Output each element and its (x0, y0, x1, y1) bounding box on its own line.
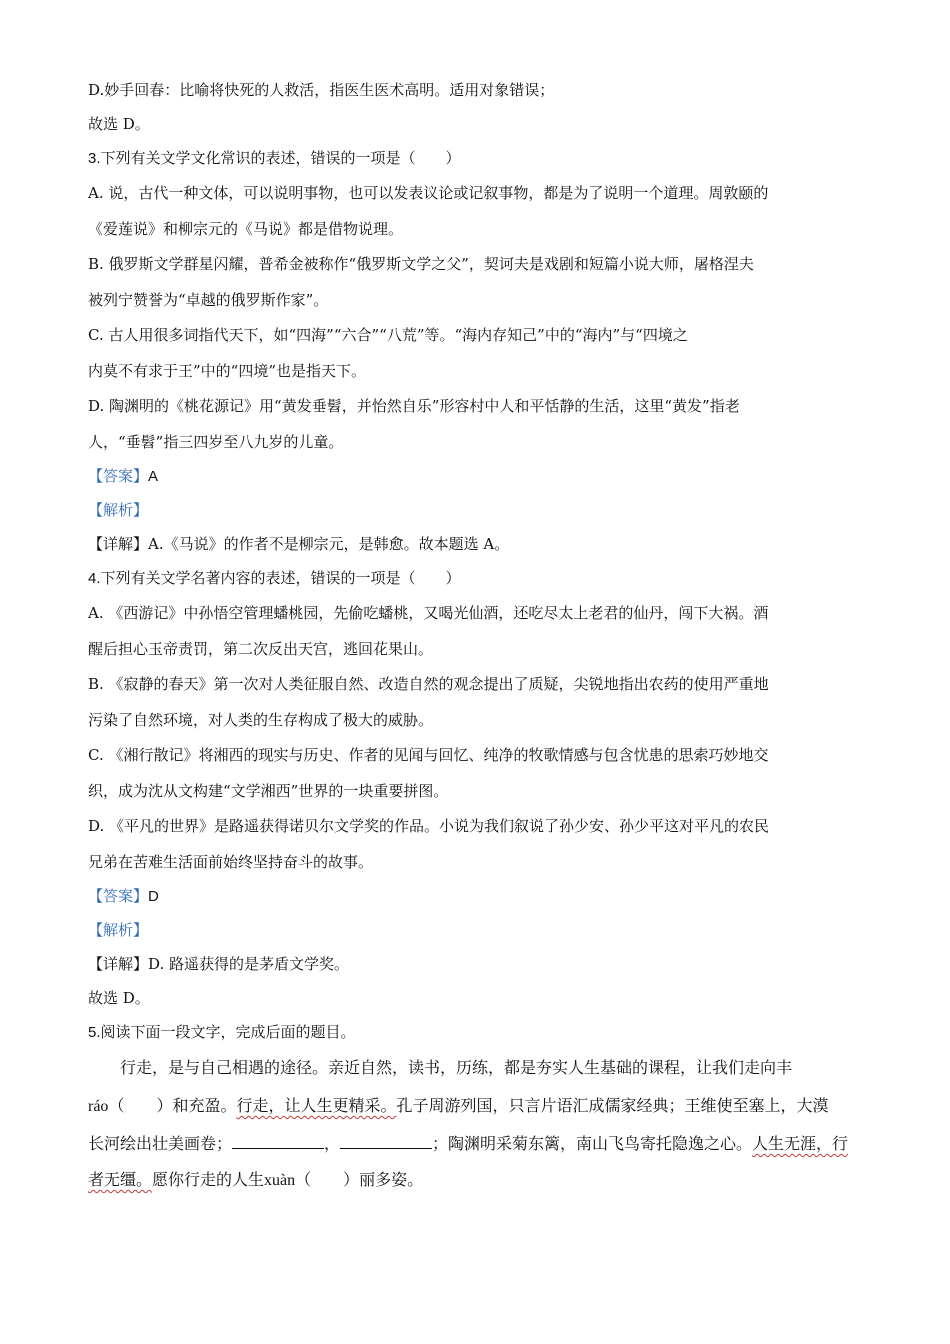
q4-analysis-tag: 【解析】 (88, 921, 149, 939)
q3-answer (88, 466, 158, 487)
q2-conclusion: 故选 D。 (88, 115, 150, 133)
q3-detail (88, 534, 509, 554)
passage-line-4 (88, 1169, 423, 1192)
pinyin-rao: ráo (88, 1098, 109, 1115)
passage-text: 和充盈。 (172, 1096, 237, 1115)
pinyin-xuan: xuàn (264, 1172, 296, 1189)
passage-line-1: 行走，是与自己相遇的途径。亲近自然，读书，历练，都是夯实人生基础的课程，让我们走向丰 (120, 1058, 793, 1077)
q4-conclusion: 故选 D。 (88, 989, 150, 1007)
q3-option-d-line1: D. 陶渊明的《桃花源记》用“黄发垂髫，并怡然自乐”形容村中人和平恬静的生活，这里“黄发”指老 (88, 397, 740, 415)
passage-line-2 (88, 1095, 829, 1118)
q4-option-c-line2: 织，成为沈从文构建“文学湘西”世界的一块重要拼图。 (88, 782, 449, 800)
detail-text: D. 路遥获得的是茅盾文学奖。 (148, 955, 350, 973)
q3-option-b-line2: 被列宁赞誉为“卓越的俄罗斯作家”。 (88, 291, 329, 309)
q3-option-a-line1: A. 说，古代一种文体，可以说明事物，也可以发表议论或记叙事物，都是为了说明一个道理。周敦颐的 (88, 184, 769, 202)
q3-option-c-line1: C. 古人用很多词指代天下，如“四海”“六合”“八荒”等。“海内存知己”中的“海内”与“四境之 (88, 326, 688, 344)
passage-text: 孔子周游列国，只言片语汇成儒家经典；王维使至塞上，大漠 (396, 1096, 829, 1115)
q3-option-b-line1: B. 俄罗斯文学群星闪耀，普希金被称作“俄罗斯文学之父”，契诃夫是戏剧和短篇小说大师，屠格涅夫 (88, 255, 754, 273)
q4-detail (88, 954, 349, 974)
pinyin-blank-xuan[interactable]: （ ） (295, 1170, 360, 1189)
passage-comma: ， (324, 1134, 341, 1153)
detail-tag: 【详解】 (88, 535, 149, 553)
fill-blank-1[interactable] (232, 1132, 324, 1149)
pinyin-blank-rao[interactable]: （ ） (108, 1096, 173, 1115)
passage-text: 愿你行走的人生 (152, 1170, 265, 1189)
q4-stem (88, 568, 461, 589)
fill-blank-2[interactable] (340, 1132, 432, 1149)
passage-line-3 (88, 1132, 848, 1155)
q3-analysis-tag: 【解析】 (88, 501, 149, 519)
q5-stem (88, 1022, 356, 1043)
answer-value: D (148, 888, 159, 905)
q4-option-d-line2: 兄弟在苦难生活面前始终坚持奋斗的故事。 (88, 853, 374, 871)
passage-text: 长河绘出壮美画卷； (88, 1134, 233, 1153)
q3-stem-text: 下列有关文学文化常识的表述，错误的一项是（ ） (100, 149, 461, 167)
wavy-underlined-sentence: 者无缰。 (88, 1170, 153, 1189)
q4-option-a-line2: 醒后担心玉帝责罚，第二次反出天宫，逃回花果山。 (88, 640, 434, 658)
wavy-underlined-sentence: 行走，让人生更精采。 (236, 1096, 397, 1115)
q5-number: 5. (88, 1024, 101, 1041)
q4-option-c-line1: C. 《湘行散记》将湘西的现实与历史、作者的见闻与回忆、纯净的牧歌情感与包含忧患的思索巧妙地交 (88, 746, 769, 764)
q4-answer (88, 886, 159, 907)
q4-stem-text: 下列有关文学名著内容的表述，错误的一项是（ ） (100, 569, 461, 587)
q2-option-d: D.妙手回春：比喻将快死的人救活，指医生医术高明。适用对象错误； (88, 81, 555, 99)
q4-option-b-line2: 污染了自然环境，对人类的生存构成了极大的威胁。 (88, 711, 434, 729)
answer-tag: 【答案】 (88, 467, 149, 485)
q3-option-a-line2: 《爱莲说》和柳宗元的《马说》都是借物说理。 (88, 220, 404, 238)
q4-option-b-line1: B. 《寂静的春天》第一次对人类征服自然、改造自然的观念提出了质疑，尖锐地指出农药的使用严重地 (88, 675, 769, 693)
passage-text: 丽多姿。 (359, 1170, 424, 1189)
detail-text: A.《马说》的作者不是柳宗元，是韩愈。故本题选 A。 (148, 535, 510, 553)
answer-tag: 【答案】 (88, 887, 149, 905)
q3-option-d-line2: 人，“垂髫”指三四岁至八九岁的儿童。 (88, 433, 344, 451)
q3-option-c-line2: 内莫不有求于王”中的“四境”也是指天下。 (88, 362, 367, 380)
q3-number: 3. (88, 150, 101, 167)
q4-option-d-line1: D. 《平凡的世界》是路遥获得诺贝尔文学奖的作品。小说为我们叙说了孙少安、孙少平这对平凡的农民 (88, 817, 770, 835)
passage-text: ；陶渊明采菊东篱，南山飞鸟寄托隐逸之心。 (432, 1134, 753, 1153)
q3-stem (88, 148, 461, 169)
wavy-underlined-sentence: 人生无涯，行 (752, 1134, 849, 1153)
q4-option-a-line1: A. 《西游记》中孙悟空管理蟠桃园，先偷吃蟠桃，又喝光仙酒，还吃尽太上老君的仙丹，闯下大祸。酒 (88, 604, 769, 622)
q5-stem-text: 阅读下面一段文字，完成后面的题目。 (100, 1023, 356, 1041)
answer-value: A (148, 468, 159, 485)
q4-number: 4. (88, 570, 101, 587)
detail-tag: 【详解】 (88, 955, 149, 973)
